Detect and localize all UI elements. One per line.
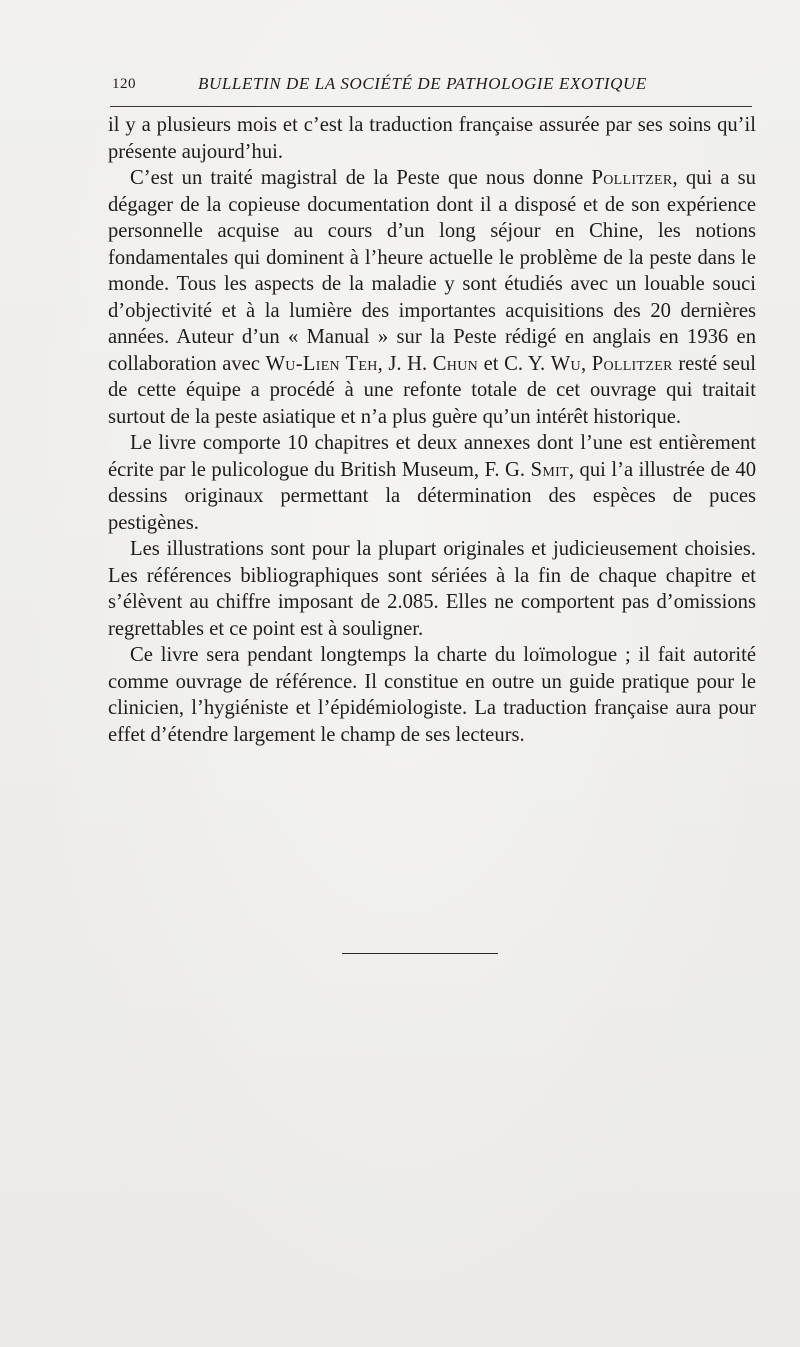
author-name: Smit (530, 458, 569, 481)
author-name: Wu (550, 352, 581, 375)
article-body (108, 112, 756, 748)
page-number: 120 (112, 76, 136, 92)
page-header (112, 74, 752, 98)
running-title: BULLETIN DE LA SOCIÉTÉ DE PATHOLOGIE EXOTIQUE (198, 74, 647, 93)
paragraph-2: C’est un traité magistral de la Peste que nous donne Pollitzer, qui a su dégager de la copieuse documentation dont il a disposé et de son expérience personnelle acquise au cours d’un long séjour en Chine, les notions fondamentales qui dominent à l’heure actuelle le problème de la peste dans le monde. Tous les aspects de la maladie y sont étudiés avec un louable souci d’objectivité et à la lumière des importantes acquisitions des 20 dernières années. Auteur d’un « Manual » sur la Peste rédigé en anglais en 1936 en collaboration avec Wu-Lien Teh, J. H. Chun et C. Y. Wu, Pollitzer resté seul de cette équipe a procédé à une refonte totale de cet ouvrage qui traitait surtout de la peste asiatique et n’a plus guère qu’un intérêt historique. (108, 167, 756, 428)
paragraph-4: Les illustrations sont pour la plupart originales et judicieusement choisies. Les références bibliographiques sont sériées à la fin de chaque chapitre et s’élèvent au chiffre imposant de 2.085. Elles ne comportent pas d’omissions regrettables et ce point est à souligner. (108, 538, 756, 640)
author-name: Pollitzer (591, 352, 673, 375)
author-name: Pollitzer (591, 167, 673, 189)
paragraph-1: il y a plusieurs mois et c’est la traduction française assurée par ses soins qu’il présente aujourd’hui. (108, 114, 756, 163)
paragraph-3: Le livre comporte 10 chapitres et deux annexes dont l’une est entièrement écrite par le pulicologue du British Museum, F. G. Smit, qui l’a illustrée de 40 dessins originaux permettant la détermination des espèces de puces pestigènes. (108, 432, 756, 534)
header-rule (110, 106, 752, 107)
paragraph-5: Ce livre sera pendant longtemps la charte du loïmologue ; il fait autorité comme ouvrage de référence. Il constitue en outre un guide pratique pour le clinicien, l’hygiéniste et l’épidémiologiste. La traduction française aura pour effet d’étendre largement le champ de ses lecteurs. (108, 644, 756, 746)
author-name: Wu-Lien Teh (265, 352, 378, 375)
section-end-rule (342, 953, 498, 954)
author-name: Chun (432, 352, 479, 375)
